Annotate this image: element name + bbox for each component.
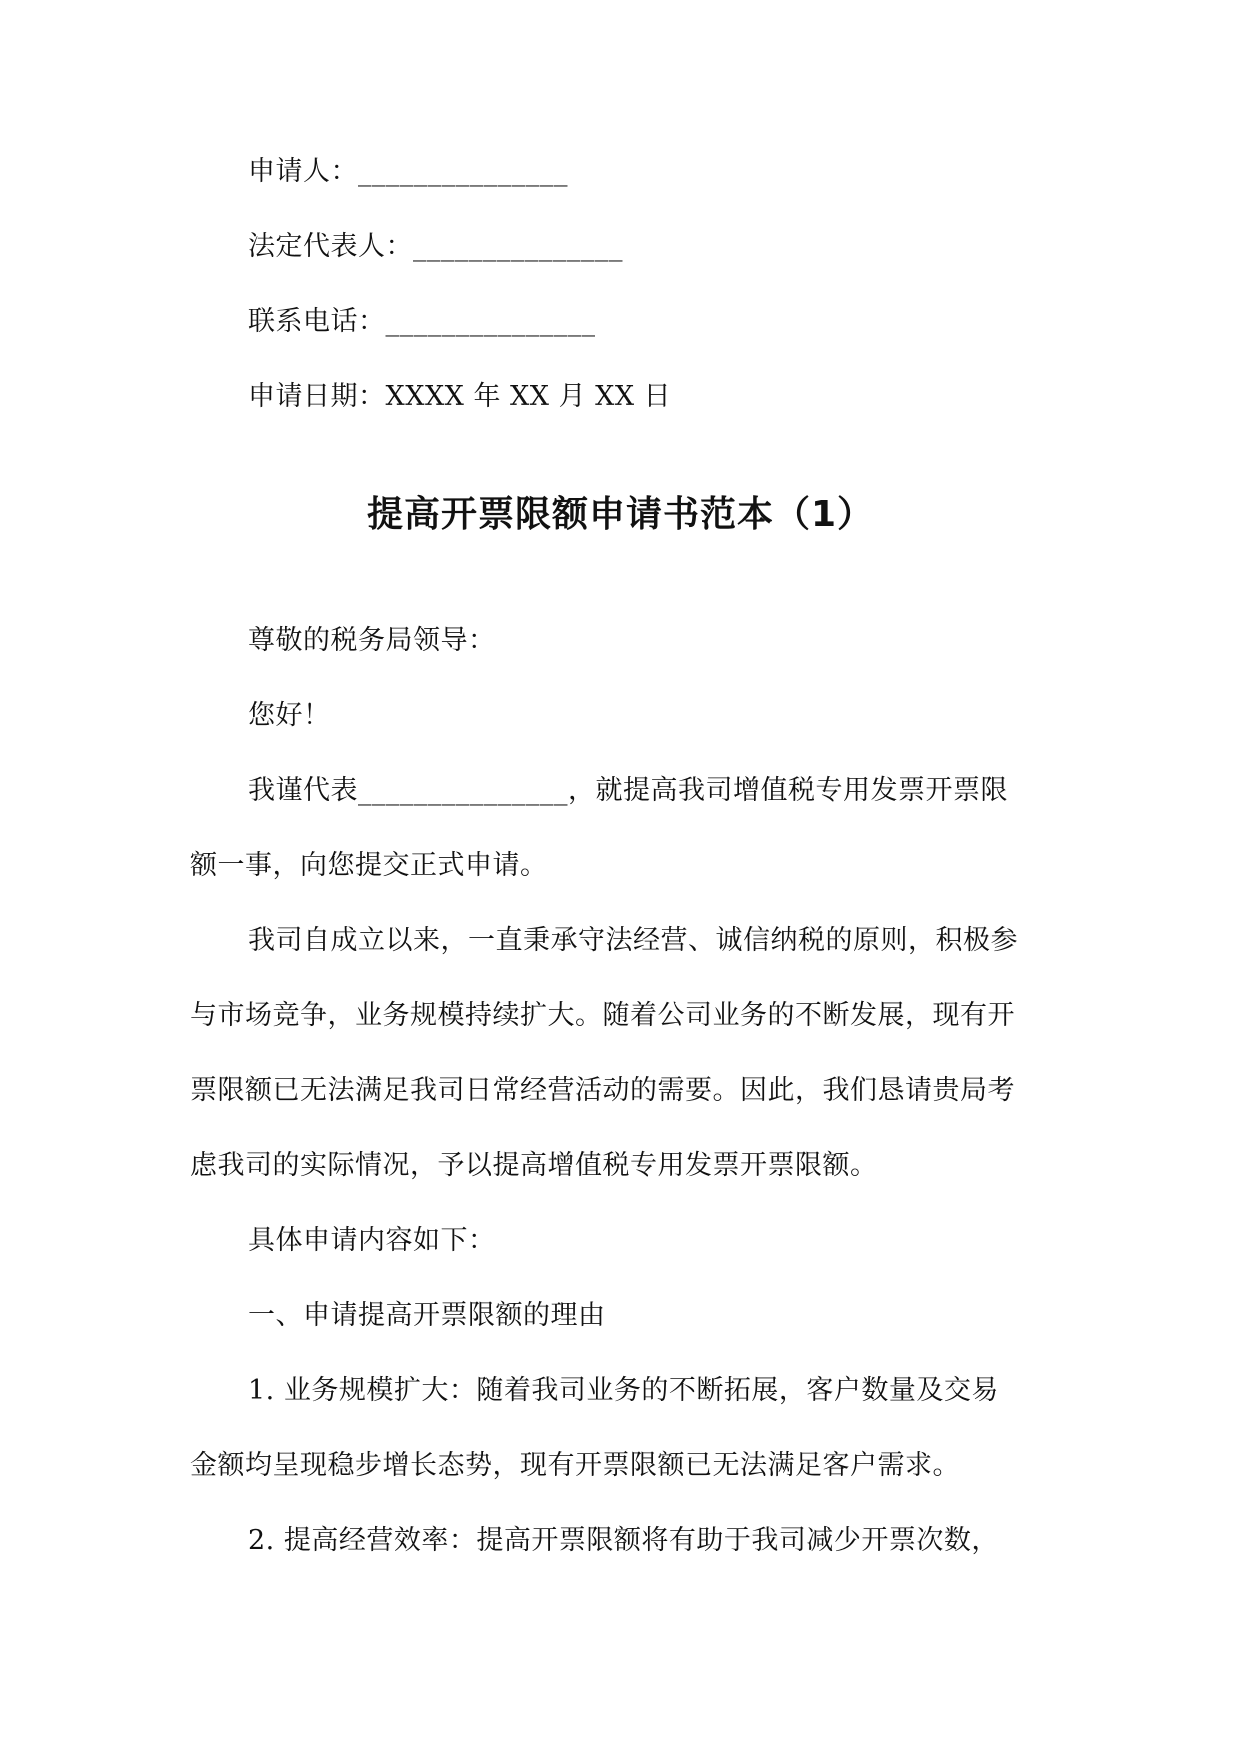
section-1-heading: 一、申请提高开票限额的理由 bbox=[248, 1300, 606, 1331]
item-2-line-1: 2. 提高经营效率：提高开票限额将有助于我司减少开票次数， bbox=[248, 1525, 999, 1556]
paragraph-2-line-1: 我司自成立以来，一直秉承守法经营、诚信纳税的原则，积极参 bbox=[248, 925, 1018, 956]
item-1-line-1: 1. 业务规模扩大：随着我司业务的不断拓展，客户数量及交易 bbox=[248, 1375, 999, 1406]
salutation: 尊敬的税务局领导： bbox=[248, 625, 496, 656]
item-1-line-2: 金额均呈现稳步增长态势，现有开票限额已无法满足客户需求。 bbox=[190, 1450, 960, 1481]
paragraph-2-line-3: 票限额已无法满足我司日常经营活动的需要。因此，我们恳请贵局考 bbox=[190, 1075, 1015, 1106]
paragraph-3: 具体申请内容如下： bbox=[248, 1225, 496, 1256]
application-date-field: 申请日期：XXXX 年 XX 月 XX 日 bbox=[248, 381, 672, 412]
contact-phone-field: 联系电话：_______________ bbox=[248, 306, 596, 337]
paragraph-2-line-2: 与市场竞争，业务规模持续扩大。随着公司业务的不断发展，现有开 bbox=[190, 1000, 1015, 1031]
paragraph-2-line-4: 虑我司的实际情况，予以提高增值税专用发票开票限额。 bbox=[190, 1150, 878, 1181]
document-title: 提高开票限额申请书范本（1） bbox=[366, 494, 875, 535]
greeting: 您好！ bbox=[248, 700, 331, 731]
paragraph-1-line-1: 我谨代表_______________，就提高我司增值税专用发票开票限 bbox=[248, 775, 1008, 806]
legal-representative-field: 法定代表人：_______________ bbox=[248, 231, 623, 262]
applicant-field: 申请人：_______________ bbox=[248, 156, 568, 187]
paragraph-1-line-2: 额一事，向您提交正式申请。 bbox=[190, 850, 548, 881]
